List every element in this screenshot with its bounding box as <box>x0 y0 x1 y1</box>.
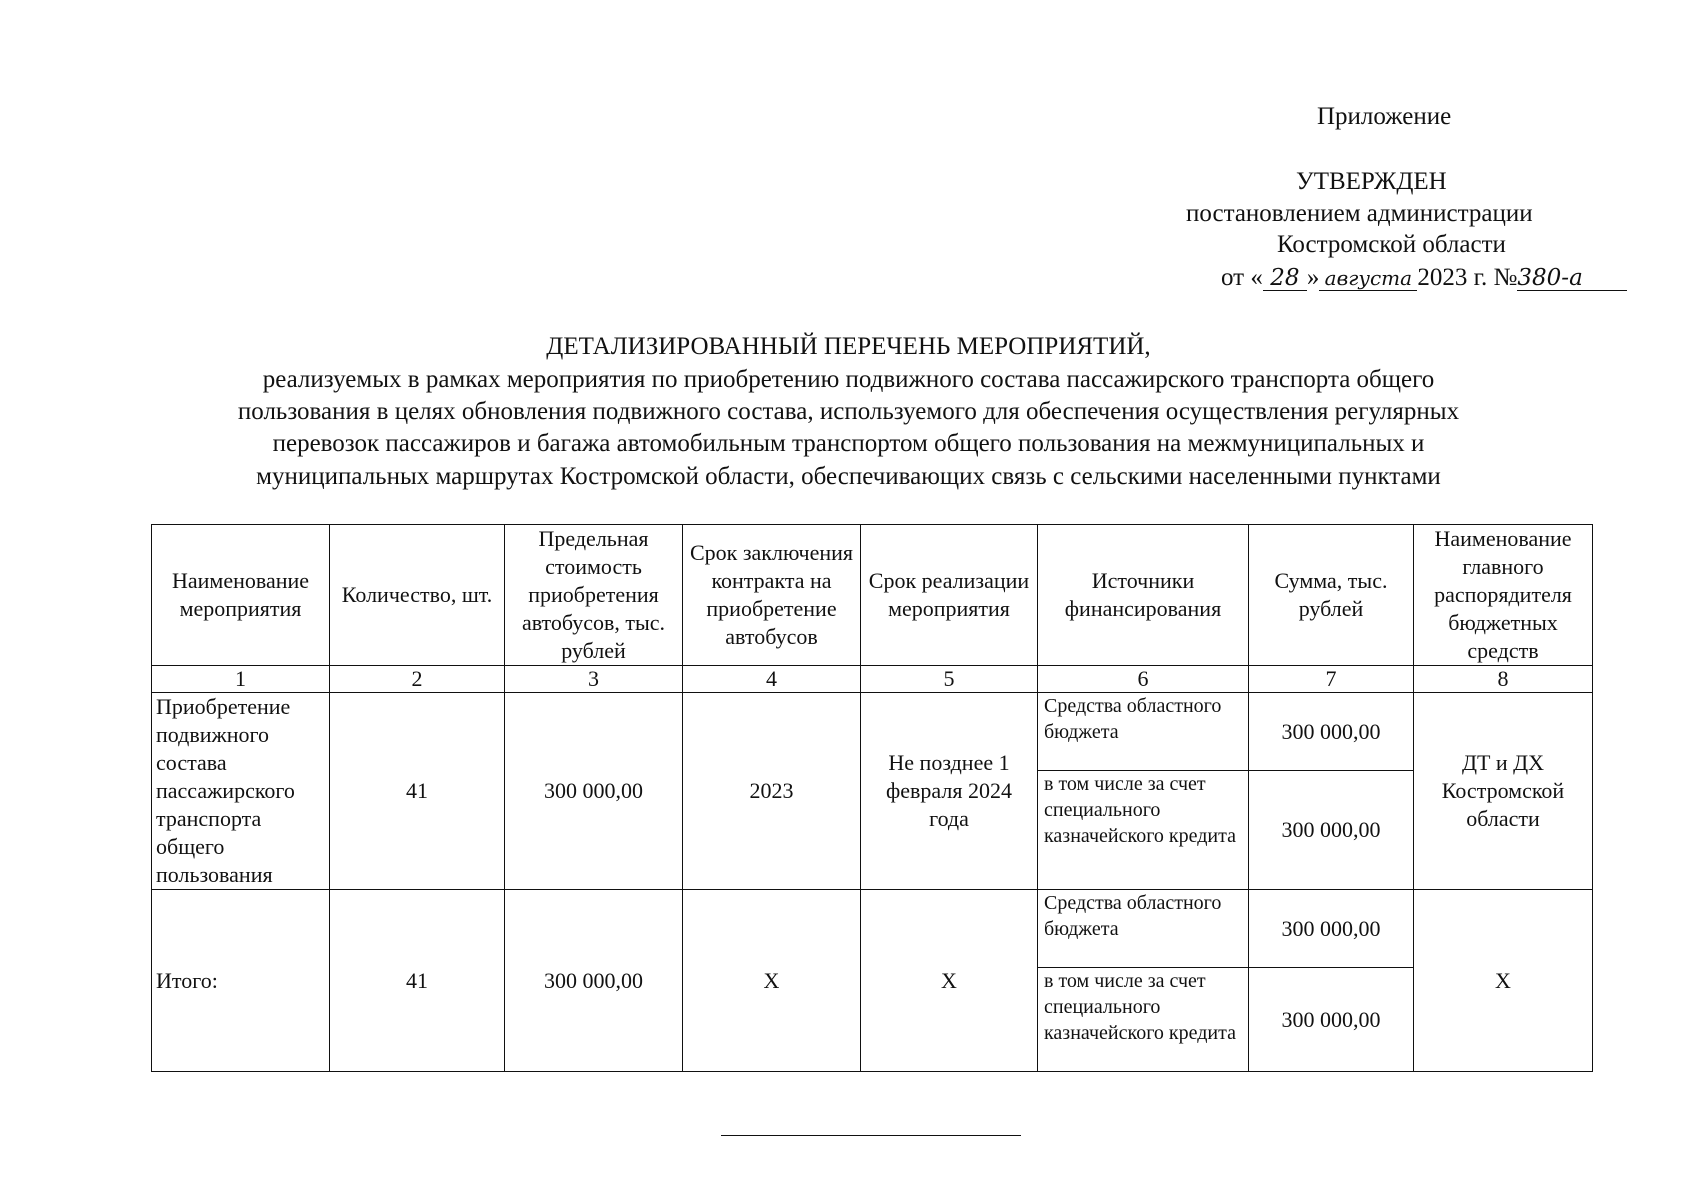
sum-cell: 300 000,00 <box>1249 693 1414 771</box>
document-subtitle-line4: муниципальных маршрутах Костромской области, обеспечивающих связь с сельскими населенными пунктами <box>256 463 1441 490</box>
document-subtitle-line3: перевозок пассажиров и багажа автомобильным транспортом общего пользования на межмуниципальных и <box>272 430 1425 457</box>
header-contract-term: Срок заключения контракта на приобретение автобусов <box>683 525 861 666</box>
approved-label: УТВЕРЖДЕН <box>1296 168 1447 195</box>
sum-cell: 300 000,00 <box>1249 968 1414 1072</box>
closing-rule <box>721 1135 1021 1136</box>
sum-cell: 300 000,00 <box>1249 771 1414 890</box>
header-quantity: Количество, шт. <box>330 525 505 666</box>
max-cost-cell: 300 000,00 <box>505 693 683 890</box>
approval-authority-line2: Костромской области <box>1277 231 1506 258</box>
date-year-number-label: 2023 г. № <box>1417 264 1518 291</box>
funding-source-cell: Средства областного бюджета <box>1038 890 1249 968</box>
funding-source-cell: Средства областного бюджета <box>1038 693 1249 771</box>
column-number: 1 <box>152 666 330 693</box>
measures-table <box>151 524 1593 1072</box>
header-sum: Сумма, тыс. рублей <box>1249 525 1414 666</box>
column-number: 4 <box>683 666 861 693</box>
contract-term-cell: 2023 <box>683 693 861 890</box>
column-number: 5 <box>861 666 1038 693</box>
column-number: 7 <box>1249 666 1414 693</box>
document-title: ДЕТАЛИЗИРОВАННЫЙ ПЕРЕЧЕНЬ МЕРОПРИЯТИЙ, <box>546 333 1151 360</box>
max-cost-cell: 300 000,00 <box>505 890 683 1072</box>
column-number: 6 <box>1038 666 1249 693</box>
budget-manager-cell: Х <box>1414 890 1593 1072</box>
table-row-total <box>152 890 1593 968</box>
funding-source-cell: в том числе за счет специального казначейского кредита <box>1038 771 1249 890</box>
approval-authority-line1: постановлением администрации <box>1186 200 1533 227</box>
table-row <box>152 693 1593 771</box>
decree-number-handwritten: 380-а <box>1517 262 1627 294</box>
sum-cell: 300 000,00 <box>1249 890 1414 968</box>
implementation-term-cell: Не позднее 1 февраля 2024 года <box>861 693 1038 890</box>
column-number-row <box>152 666 1593 693</box>
date-month-handwritten: августа <box>1319 262 1417 294</box>
document-subtitle-line2: пользования в целях обновления подвижного состава, используемого для обеспечения осуществления регулярных <box>237 398 1460 425</box>
date-prefix: от « <box>1221 264 1263 291</box>
implementation-term-cell: Х <box>861 890 1038 1072</box>
table-header-row <box>152 525 1593 666</box>
date-quote-close: » <box>1306 264 1320 291</box>
quantity-cell: 41 <box>330 890 505 1072</box>
date-day-handwritten: 28 <box>1263 262 1307 294</box>
appendix-label: Приложение <box>1317 103 1452 130</box>
column-number: 2 <box>330 666 505 693</box>
header-funding-sources: Источники финансирования <box>1038 525 1249 666</box>
approval-date-line <box>1221 262 1627 294</box>
header-budget-manager: Наименование главного распорядителя бюджетных средств <box>1414 525 1593 666</box>
header-max-cost: Предельная стоимость приобретения автобусов, тыс. рублей <box>505 525 683 666</box>
header-event-name: Наименование мероприятия <box>152 525 330 666</box>
document-subtitle-line1: реализуемых в рамках мероприятия по приобретению подвижного состава пассажирского транспорта общего <box>262 366 1435 393</box>
header-implementation-term: Срок реализации мероприятия <box>861 525 1038 666</box>
contract-term-cell: Х <box>683 890 861 1072</box>
funding-source-cell: в том числе за счет специального казначейского кредита <box>1038 968 1249 1072</box>
column-number: 8 <box>1414 666 1593 693</box>
column-number: 3 <box>505 666 683 693</box>
quantity-cell: 41 <box>330 693 505 890</box>
total-label-cell: Итого: <box>152 890 330 1072</box>
budget-manager-cell: ДТ и ДХ Костромской области <box>1414 693 1593 890</box>
event-name-cell: Приобретение подвижного состава пассажирского транспорта общего пользования <box>152 693 330 890</box>
